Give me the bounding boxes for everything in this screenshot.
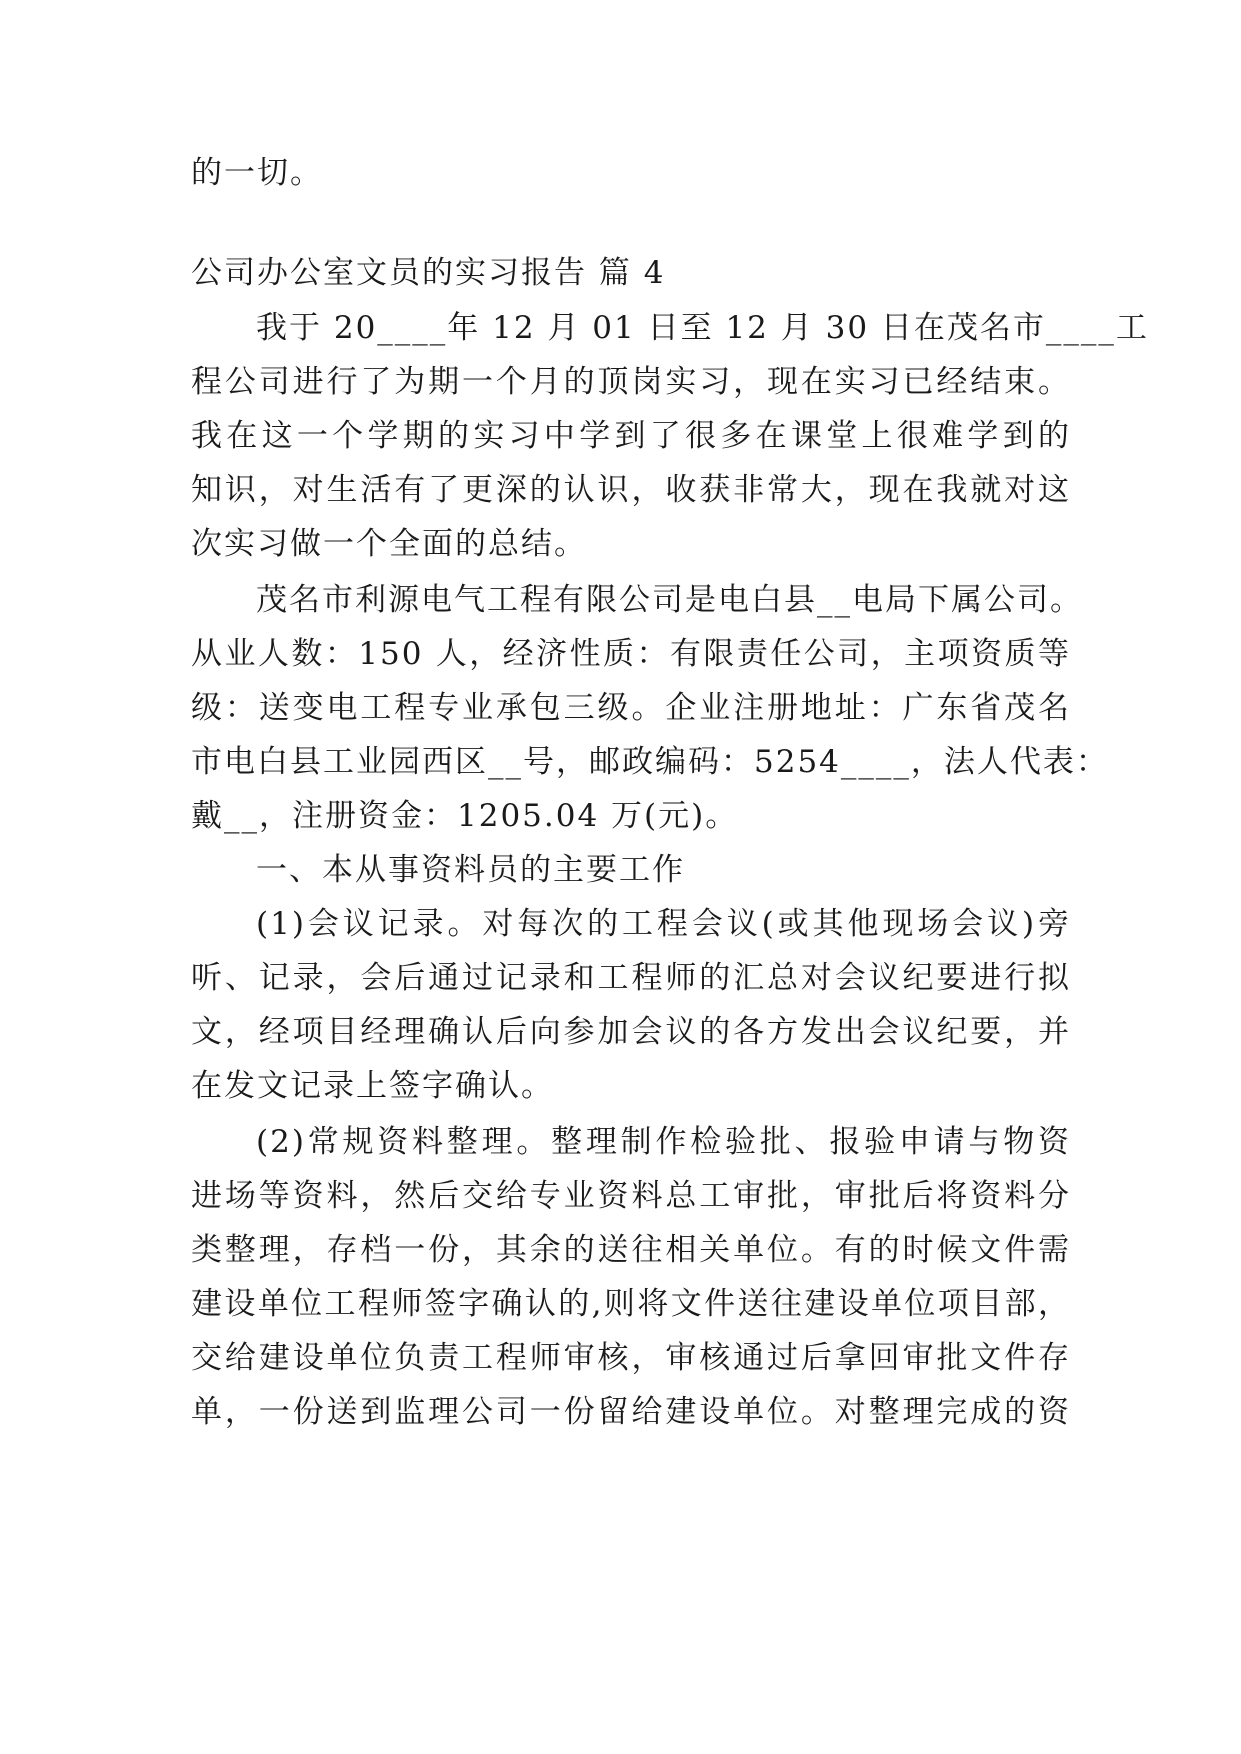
section-heading: 公司办公室文员的实习报告 篇 4	[191, 255, 666, 291]
text-line: (2)常规资料整理。整理制作检验批、报验申请与物资	[256, 1124, 1071, 1160]
text-line: 我于 20____年 12 月 01 日至 12 月 30 日在茂名市____工	[256, 310, 1149, 346]
text-line: 程公司进行了为期一个月的顶岗实习，现在实习已经结束。	[191, 364, 1071, 400]
text-line: 交给建设单位负责工程师审核，审核通过后拿回审批文件存	[191, 1340, 1071, 1376]
text-line: 在发文记录上签字确认。	[191, 1068, 554, 1104]
text-line: 知识，对生活有了更深的认识，收获非常大，现在我就对这	[191, 472, 1071, 508]
text-line: 我在这一个学期的实习中学到了很多在课堂上很难学到的	[191, 418, 1071, 454]
text-line: 进场等资料，然后交给专业资料总工审批，审批后将资料分	[191, 1178, 1071, 1214]
text-line: 市电白县工业园西区__号，邮政编码：5254____，法人代表：	[191, 744, 1109, 780]
text-line: 级：送变电工程专业承包三级。企业注册地址：广东省茂名	[191, 690, 1071, 726]
text-line: 建设单位工程师签字确认的,则将文件送往建设单位项目部，	[191, 1286, 1071, 1322]
text-line: (1)会议记录。对每次的工程会议(或其他现场会议)旁	[256, 906, 1071, 942]
text-line: 从业人数：150 人，经济性质：有限责任公司，主项资质等	[191, 636, 1071, 672]
subheading: 一、本从事资料员的主要工作	[256, 852, 685, 888]
text-line: 茂名市利源电气工程有限公司是电白县__电局下属公司。	[256, 582, 1083, 618]
text-line: 戴__，注册资金：1205.04 万(元)。	[191, 798, 739, 834]
text-line: 听、记录，会后通过记录和工程师的汇总对会议纪要进行拟	[191, 960, 1071, 996]
text-line: 文，经项目经理确认后向参加会议的各方发出会议纪要，并	[191, 1014, 1071, 1050]
text-line: 次实习做一个全面的总结。	[191, 526, 587, 562]
text-line: 的一切。	[191, 155, 323, 191]
text-line: 类整理，存档一份，其余的送往相关单位。有的时候文件需	[191, 1232, 1071, 1268]
text-line: 单，一份送到监理公司一份留给建设单位。对整理完成的资	[191, 1394, 1071, 1430]
